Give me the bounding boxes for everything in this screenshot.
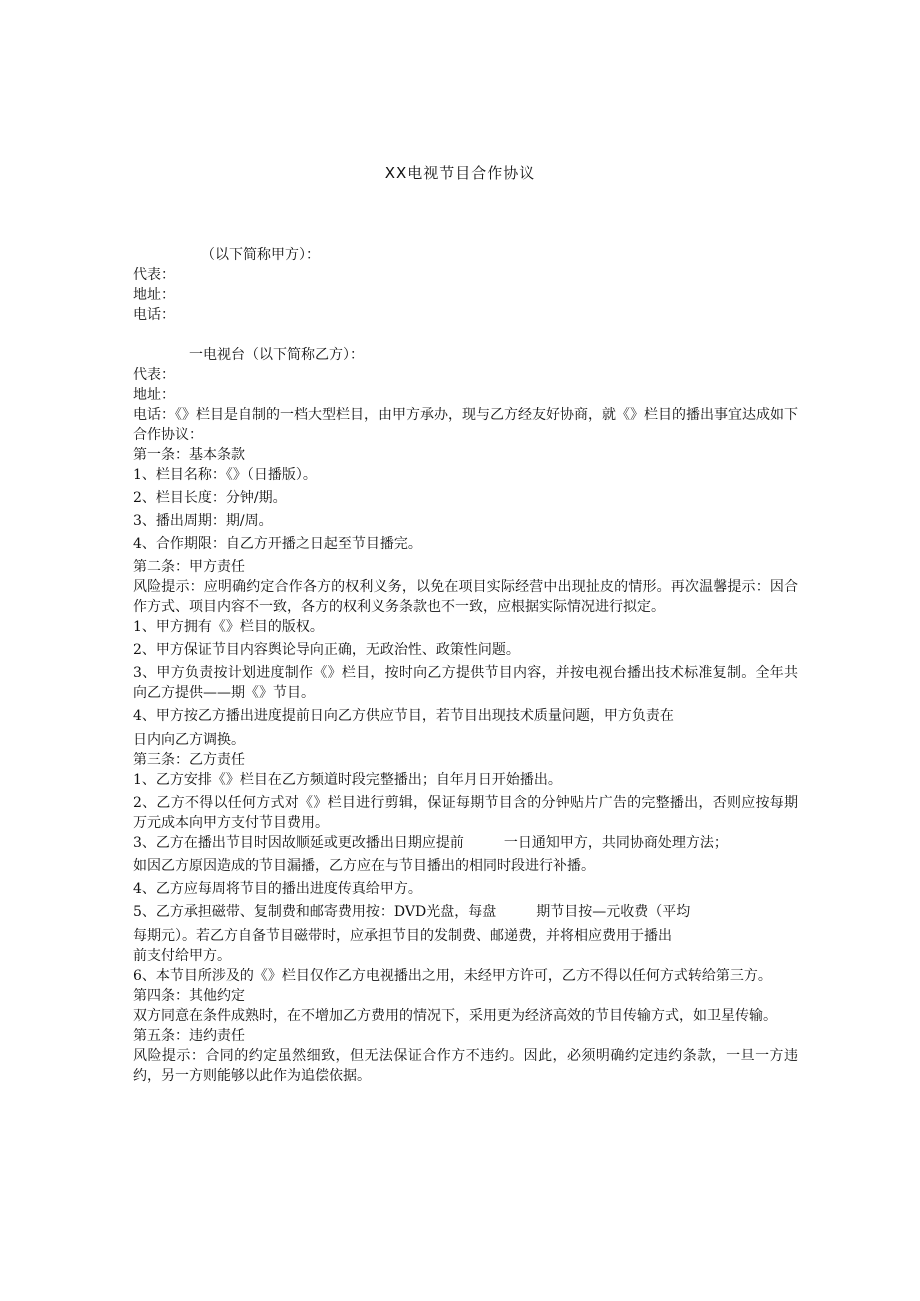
party-a-intro: （以下简称甲方）： bbox=[201, 247, 320, 263]
party-a-address: 地址： bbox=[133, 287, 175, 303]
article5-heading: 第五条：违约责任 bbox=[133, 1028, 245, 1044]
article3-item bbox=[133, 833, 798, 853]
article3-item bbox=[133, 902, 798, 922]
document-title: XX电视节目合作协议 bbox=[384, 164, 536, 182]
article3-item-cont: 每期元）。若乙方自备节目磁带时，应承担节目的发制费、邮递费，并将相应费用于播出 bbox=[133, 928, 672, 944]
article3-item5-part1: 5、乙方承担磁带、复制费和邮寄费用按：DVD光盘，每盘 bbox=[133, 904, 497, 920]
article3-item: 4、乙方应每周将节目的播出进度传真给甲方。 bbox=[133, 881, 422, 897]
article1-item: 1、栏目名称：《》（日播版）。 bbox=[133, 467, 317, 483]
article3-item-cont: 前支付给甲方。 bbox=[133, 948, 231, 964]
preamble: 电话：《》栏目是自制的一档大型栏目，由甲方承办，现与乙方经友好协商，就《》栏目的播出事宜达成如下合作协议： bbox=[133, 407, 798, 443]
article3-item-cont: 如因乙方原因造成的节目漏播，乙方应在与节目播出的相同时段进行补播。 bbox=[133, 858, 595, 874]
party-b-intro: 一电视台（以下简称乙方）： bbox=[189, 347, 364, 363]
party-a-phone: 电话： bbox=[133, 307, 175, 323]
article3-item3-part2: 一日通知甲方，共同协商处理方法； bbox=[503, 835, 728, 851]
article2-heading: 第二条：甲方责任 bbox=[133, 559, 245, 575]
article1-item: 3、播出周期：期/周。 bbox=[133, 513, 273, 529]
article2-item: 1、甲方拥有《》栏目的版权。 bbox=[133, 619, 324, 635]
article5-risk-notice: 风险提示：合同的约定虽然细致，但无法保证合作方不违约。因此，必须明确约定违约条款，一旦一方违约，另一方则能够以此作为追偿依据。 bbox=[133, 1048, 798, 1084]
article3-item: 6、本节目所涉及的《》栏目仅作乙方电视播出之用，未经甲方许可，乙方不得以任何方式转给第三方。 bbox=[133, 968, 772, 984]
party-b-representative: 代表： bbox=[133, 367, 175, 383]
article4-text: 双方同意在条件成熟时，在不增加乙方费用的情况下，采用更为经济高效的节目传输方式，如卫星传输。 bbox=[133, 1008, 777, 1024]
spacer bbox=[133, 325, 798, 345]
article3-heading: 第三条：乙方责任 bbox=[133, 752, 245, 768]
article4-heading: 第四条：其他约定 bbox=[133, 988, 245, 1004]
article2-item: 2、甲方保证节目内容舆论导向正确，无政治性、政策性问题。 bbox=[133, 642, 520, 658]
article2-item: 3、甲方负责按计划进度制作《》栏目，按时向乙方提供节目内容，并按电视台播出技术标准复制。全年共向乙方提供——期《》节目。 bbox=[133, 665, 798, 701]
article2-item: 4、甲方按乙方播出进度提前日向乙方供应节目，若节目出现技术质量问题，甲方负责在 bbox=[133, 708, 674, 724]
article1-item: 2、栏目长度：分钟/期。 bbox=[133, 490, 287, 506]
article2-item-cont: 日内向乙方调换。 bbox=[133, 732, 245, 748]
party-b-address: 地址： bbox=[133, 387, 175, 403]
article3-item: 2、乙方不得以任何方式对《》栏目进行剪辑，保证每期节目含的分钟贴片广告的完整播出，否则应按每期万元成本向甲方支付节目费用。 bbox=[133, 795, 798, 831]
article1-item: 4、合作期限：自乙方开播之日起至节目播完。 bbox=[133, 536, 422, 552]
article3-item: 1、乙方安排《》栏目在乙方频道时段完整播出；自年月日开始播出。 bbox=[133, 772, 562, 788]
article3-item3-part1: 3、乙方在播出节目时因故顺延或更改播出日期应提前 bbox=[133, 835, 464, 851]
article2-risk-notice: 风险提示：应明确约定合作各方的权利义务，以免在项目实际经营中出现扯皮的情形。再次温馨提示：因合作方式、项目内容不一致，各方的权利义务条款也不一致，应根据实际情况进行拟定。 bbox=[133, 579, 798, 615]
article3-item5-part2: 期节目按—元收费（平均 bbox=[536, 904, 691, 920]
party-a-representative: 代表： bbox=[133, 267, 175, 283]
document-body bbox=[133, 245, 798, 1086]
article1-heading: 第一条：基本条款 bbox=[133, 447, 245, 463]
